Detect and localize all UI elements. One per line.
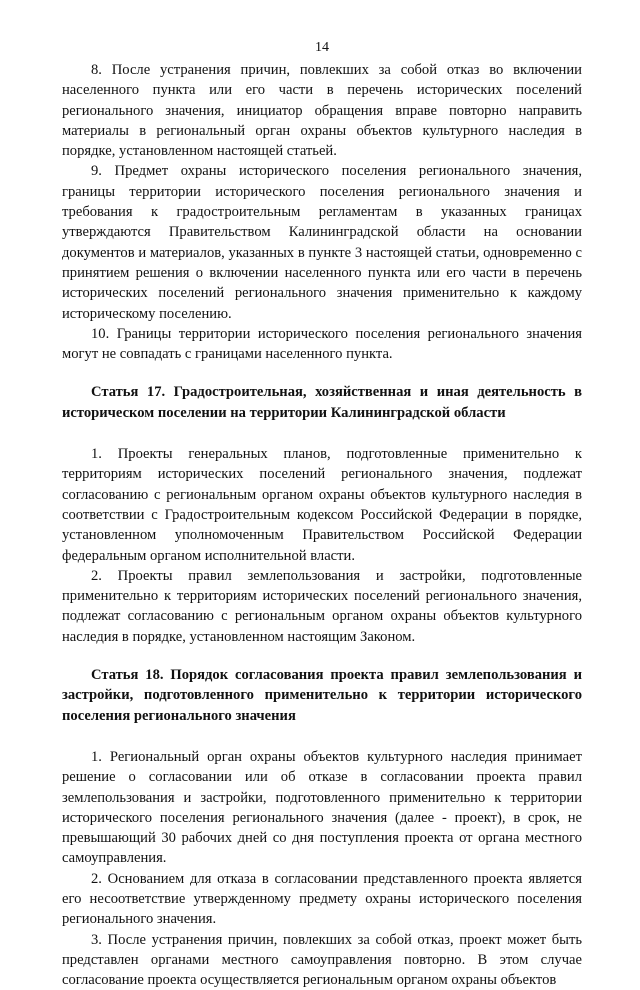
- article-18-heading: Статья 18. Порядок согласования проекта правил землепользования и застройки, подготовленного применительно к территории исторического поселения регионального значения: [62, 667, 582, 724]
- paragraph-8: 8. После устранения причин, повлекших за собой отказ во включении населенного пункта или его части в перечень исторических поселений регионального значения, инициатор обращения вправе повторно направить материалы в региональный орган охраны объектов культурного наследия в порядке, установленном настоящей статьей.: [62, 62, 582, 160]
- article-17-heading: Статья 17. Градостроительная, хозяйственная и иная деятельность в историческом поселении на территории Калининградской области: [62, 384, 582, 421]
- page-number: 14: [315, 40, 329, 55]
- spacer: [62, 647, 582, 665]
- article-17-paragraph-1: 1. Проекты генеральных планов, подготовленные применительно к территориям исторических поселений регионального значения, подлежат согласованию с региональным органом охраны объектов культурного наследия в соответствии с Градостроительным кодексом Российской Федерации в порядке, установленном уполномоченным Правительством Российской Федерации федеральным органом исполнительной власти.: [62, 446, 582, 564]
- article-18-paragraph-2: 2. Основанием для отказа в согласовании представленного проекта является его несоответствие утвержденному предмету охраны исторического поселения регионального значения.: [62, 870, 582, 928]
- spacer: [62, 423, 582, 444]
- paragraph-9: 9. Предмет охраны исторического поселения регионального значения, границы территории исторического поселения регионального значения и требования к градостроительным регламентам в указанных границах утверждаются Правительством Калининградской области на основании документов и материалов, указанных в пункте 3 настоящей статьи, одновременно с принятием решения о включении населенного пункта или его части в перечень исторических поселений регионального значения применительно к каждому историческому поселению.: [62, 163, 582, 322]
- article-18-paragraph-3: 3. После устранения причин, повлекших за собой отказ, проект может быть представлен органами местного самоуправления повторно. В этом случае согласование проекта осуществляется региональным органом охраны объектов: [62, 931, 582, 989]
- spacer: [62, 726, 582, 747]
- paragraph-10: 10. Границы территории исторического поселения регионального значения могут не совпадать с границами населенного пункта.: [62, 325, 582, 363]
- article-17-paragraph-2: 2. Проекты правил землепользования и застройки, подготовленные применительно к территориям исторических поселений регионального значения, подлежат согласованию с региональным органом охраны объектов культурного наследия в порядке, установленном настоящим Законом.: [62, 567, 582, 645]
- article-18-paragraph-1: 1. Региональный орган охраны объектов культурного наследия принимает решение о согласовании или об отказе в согласовании проекта правил землепользования и застройки, подготовленного применительно к территории исторического поселения регионального значения (далее - проект), в срок, не превышающий 30 рабочих дней со дня поступления проекта от органа местного самоуправления.: [62, 748, 582, 867]
- document-page: [62, 40, 582, 990]
- spacer: [62, 364, 582, 382]
